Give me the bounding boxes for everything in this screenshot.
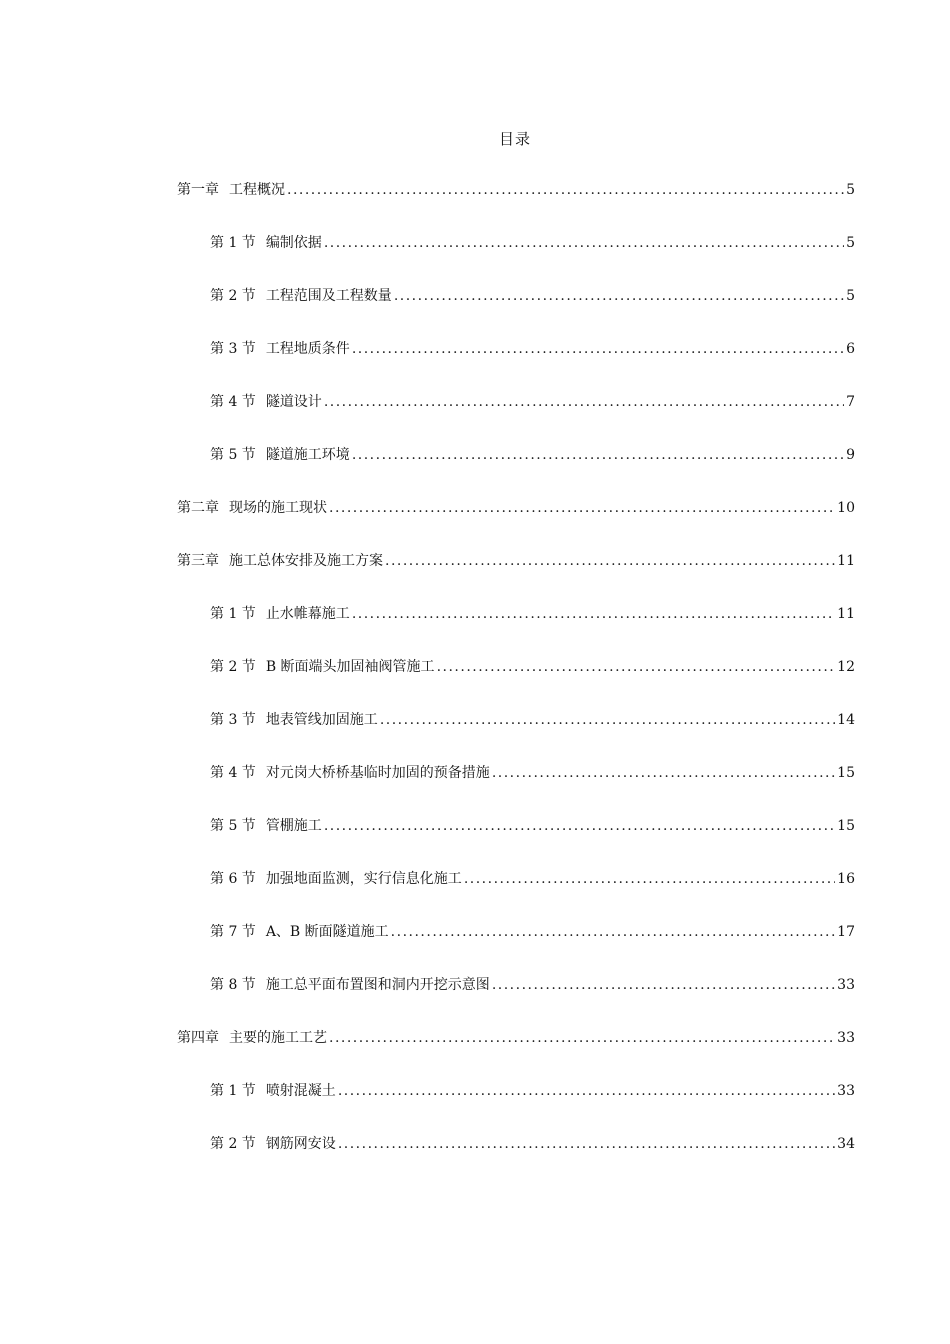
toc-entry-section[interactable]	[210, 337, 855, 361]
toc-entry-page: 16	[837, 871, 855, 887]
toc-entry-number: 第 2 节	[210, 1136, 256, 1152]
toc-entry-section[interactable]	[210, 443, 855, 467]
toc-entry-page: 9	[846, 447, 855, 463]
toc-entry-text: B 断面端头加固袖阀管施工	[265, 659, 435, 675]
toc-entry-text: 主要的施工工艺	[229, 1030, 327, 1046]
toc-entry-chapter[interactable]	[177, 1026, 855, 1050]
toc-entry-number: 第 1 节	[210, 606, 256, 622]
toc-entry-label	[210, 390, 322, 414]
toc-entry-text: 隧道设计	[265, 394, 322, 410]
toc-leader-dots	[385, 549, 835, 573]
toc-entry-number: 第 1 节	[210, 1083, 256, 1099]
toc-entry-chapter[interactable]	[177, 178, 855, 202]
toc-leader-dots	[352, 602, 835, 626]
toc-leader-dots	[394, 284, 844, 308]
toc-entry-text: 止水帷幕施工	[265, 606, 350, 622]
toc-entry-section[interactable]	[210, 708, 855, 732]
toc-entry-page: 15	[837, 818, 855, 834]
toc-entry-number: 第三章	[177, 553, 219, 569]
toc-entry-text: 现场的施工现状	[229, 500, 327, 516]
toc-entry-page: 6	[846, 341, 855, 357]
toc-entry-page: 33	[837, 977, 855, 993]
toc-entry-label	[210, 761, 490, 785]
toc-entry-label	[210, 708, 378, 732]
toc-entry-section[interactable]	[210, 973, 855, 997]
toc-entry-page: 5	[846, 182, 855, 198]
toc-leader-dots	[338, 1079, 835, 1103]
toc-entry-label	[177, 496, 327, 520]
toc-entry-label	[210, 1079, 336, 1103]
toc-leader-dots	[380, 708, 835, 732]
toc-entry-label	[210, 920, 389, 944]
toc-entry-number: 第 3 节	[210, 341, 256, 357]
toc-entry-number: 第 5 节	[210, 447, 256, 463]
toc-entry-label	[210, 602, 350, 626]
toc-leader-dots	[324, 390, 844, 414]
toc-entry-page: 11	[837, 606, 855, 622]
toc-entry-page: 15	[837, 765, 855, 781]
toc-entry-page: 14	[837, 712, 855, 728]
toc-entry-number: 第一章	[177, 182, 219, 198]
toc-leader-dots	[391, 920, 836, 944]
toc-entry-section[interactable]	[210, 920, 855, 944]
toc-entry-text: 施工总体安排及施工方案	[229, 553, 383, 569]
toc-entry-text: 对元岗大桥桥基临时加固的预备措施	[265, 765, 490, 781]
toc-entry-label	[210, 443, 350, 467]
toc-entry-text: 加强地面监测，实行信息化施工	[265, 871, 462, 887]
toc-entry-section[interactable]	[210, 231, 855, 255]
toc-entry-page: 33	[837, 1083, 855, 1099]
toc-entry-number: 第 4 节	[210, 765, 256, 781]
toc-entry-number: 第 8 节	[210, 977, 256, 993]
toc-entry-number: 第 2 节	[210, 659, 256, 675]
toc-entry-text: 施工总平面布置图和洞内开挖示意图	[265, 977, 490, 993]
toc-entry-text: A、B 断面隧道施工	[265, 924, 389, 940]
toc-leader-dots	[329, 1026, 835, 1050]
toc-entry-section[interactable]	[210, 602, 855, 626]
toc-entry-label	[177, 1026, 327, 1050]
toc-entry-section[interactable]	[210, 390, 855, 414]
toc-entry-number: 第 2 节	[210, 288, 256, 304]
toc-entry-section[interactable]	[210, 814, 855, 838]
toc-entry-chapter[interactable]	[177, 549, 855, 573]
toc-entry-text: 工程范围及工程数量	[265, 288, 392, 304]
toc-entry-label	[177, 178, 285, 202]
toc-entry-label	[210, 1132, 336, 1156]
toc-entry-section[interactable]	[210, 1132, 855, 1156]
toc-entry-label	[210, 231, 322, 255]
toc-entry-page: 7	[846, 394, 855, 410]
toc-entry-section[interactable]	[210, 284, 855, 308]
toc-entry-label	[210, 814, 322, 838]
toc-leader-dots	[352, 443, 844, 467]
toc-entry-text: 喷射混凝土	[265, 1083, 336, 1099]
toc-entry-text: 工程地质条件	[265, 341, 350, 357]
toc-leader-dots	[492, 761, 835, 785]
toc-entry-page: 34	[837, 1136, 855, 1152]
toc-entry-number: 第四章	[177, 1030, 219, 1046]
toc-entry-section[interactable]	[210, 1079, 855, 1103]
toc-entry-section[interactable]	[210, 655, 855, 679]
toc-leader-dots	[324, 814, 835, 838]
toc-entry-page: 17	[837, 924, 855, 940]
toc-leader-dots	[324, 231, 844, 255]
toc-entry-page: 11	[837, 553, 855, 569]
toc-leader-dots	[352, 337, 844, 361]
toc-entry-number: 第 1 节	[210, 235, 256, 251]
toc-entry-section[interactable]	[210, 761, 855, 785]
toc-entry-number: 第 5 节	[210, 818, 256, 834]
toc-entry-number: 第二章	[177, 500, 219, 516]
toc-entry-text: 地表管线加固施工	[265, 712, 378, 728]
toc-entry-number: 第 4 节	[210, 394, 256, 410]
toc-entry-page: 33	[837, 1030, 855, 1046]
toc-entry-number: 第 3 节	[210, 712, 256, 728]
toc-entry-section[interactable]	[210, 867, 855, 891]
toc-entry-page: 12	[837, 659, 855, 675]
toc-entry-chapter[interactable]	[177, 496, 855, 520]
toc-leader-dots	[464, 867, 835, 891]
toc-entry-text: 钢筋网安设	[265, 1136, 336, 1152]
toc-entry-text: 管棚施工	[265, 818, 322, 834]
toc-entry-page: 10	[837, 500, 855, 516]
toc-leader-dots	[329, 496, 835, 520]
toc-entry-number: 第 7 节	[210, 924, 256, 940]
toc-leader-dots	[287, 178, 844, 202]
toc-entry-number: 第 6 节	[210, 871, 256, 887]
toc-entry-page: 5	[846, 235, 855, 251]
toc-entry-label	[210, 655, 435, 679]
toc-entry-label	[210, 867, 462, 891]
toc-leader-dots	[492, 973, 835, 997]
toc-entry-label	[210, 337, 350, 361]
toc-entry-label	[210, 973, 490, 997]
toc-leader-dots	[338, 1132, 835, 1156]
toc-entry-text: 工程概况	[229, 182, 285, 198]
toc-entry-label	[177, 549, 383, 573]
toc-entry-text: 隧道施工环境	[265, 447, 350, 463]
toc-entry-page: 5	[846, 288, 855, 304]
toc-title: 目录	[498, 130, 531, 148]
toc-leader-dots	[437, 655, 836, 679]
toc-entry-text: 编制依据	[265, 235, 322, 251]
toc-entry-label	[210, 284, 392, 308]
